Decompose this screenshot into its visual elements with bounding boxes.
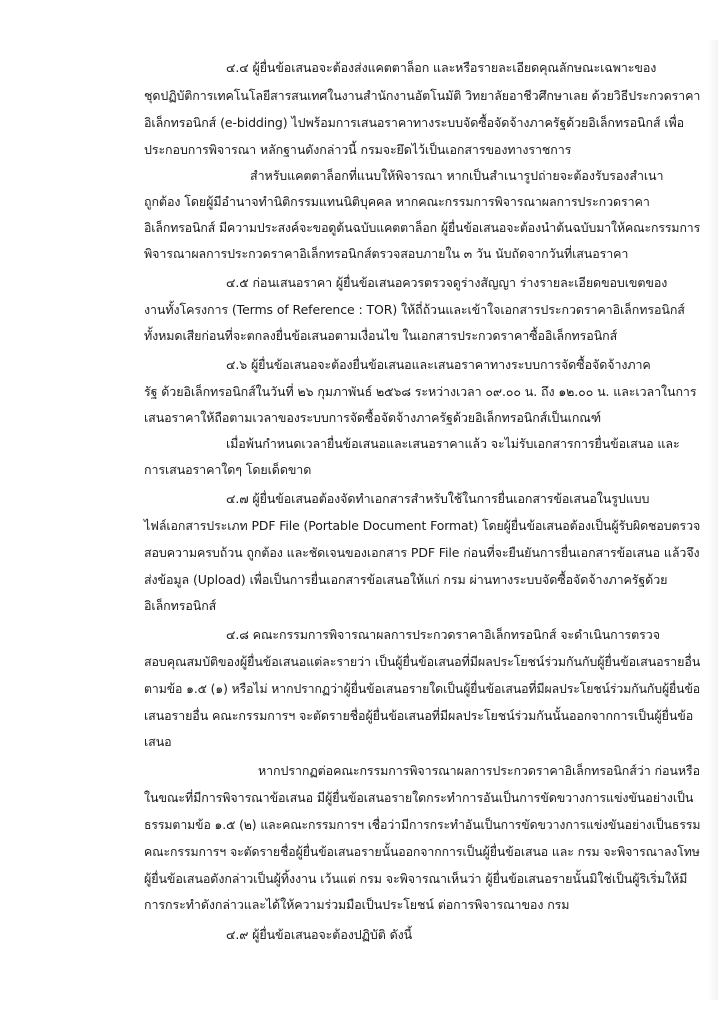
clause-4-8-heading: ๔.๘ คณะกรรมการพิจารณาผลการประกวดราคาอิเล็กทรอนิกส์ จะดำเนินการตรวจ (226, 627, 660, 642)
paragraph-start: เมื่อพ้นกำหนดเวลายื่นข้อเสนอและเสนอราคาแล้ว จะไม่รับเอกสารการยื่นข้อเสนอ และ (226, 436, 680, 451)
text-line: ประกอบการพิจารณา หลักฐานดังกล่าวนี้ กรมจะยึดไว้เป็นเอกสารของทางราชการ (144, 142, 572, 157)
text-line: งานทั้งโครงการ (Terms of Reference : TOR) ให้ถี่ถ้วนและเข้าใจเอกสารประกวดราคาอิเล็กทรอนิกส์ (144, 302, 685, 317)
clause-4-7-heading: ๔.๗ ผู้ยื่นข้อเสนอต้องจัดทำเอกสารสำหรับใช้ในการยื่นเอกสารข้อเสนอในรูปแบบ (226, 491, 650, 506)
text-line: ผู้ยื่นข้อเสนอดังกล่าวเป็นผู้ทิ้งงาน เว้นแต่ กรม จะพิจารณาเห็นว่า ผู้ยื่นข้อเสนอรายนั้นมิใช่เป็นผู้ริเริ่มให้มี (144, 871, 688, 886)
text-line: รัฐ ด้วยอิเล็กทรอนิกส์ในวันที่ ๒๖ กุมภาพันธ์ ๒๕๖๘ ระหว่างเวลา ๐๙.๐๐ น. ถึง ๑๒.๐๐ น. และเวลาในการ (144, 384, 697, 399)
text-line: สอบคุณสมบัติของผู้ยื่นข้อเสนอแต่ละรายว่า เป็นผู้ยื่นข้อเสนอที่มีผลประโยชน์ร่วมกันกับผู้ยื่นข้อเสนอรายอื่น (144, 654, 701, 669)
paragraph-start: หากปรากฏต่อคณะกรรมการพิจารณาผลการประกวดราคาอิเล็กทรอนิกส์ว่า ก่อนหรือ (258, 763, 700, 778)
text-line: ส่งข้อมูล (Upload) เพื่อเป็นการยื่นเอกสารข้อเสนอให้แก่ กรม ผ่านทางระบบจัดซื้อจัดจ้างภาครัฐด้วย (144, 572, 668, 587)
text-line: ธรรมตามข้อ ๑.๕ (๒) และคณะกรรมการฯ เชื่อว่ามีการกระทำอันเป็นการขัดขวางการแข่งขันอย่างเป็นธรรม (144, 817, 701, 832)
text-line: คณะกรรมการฯ จะตัดรายชื่อผู้ยื่นข้อเสนอรายนั้นออกจากการเป็นผู้ยื่นข้อเสนอ และ กรม จะพิจารณาลงโทษ (144, 844, 700, 859)
text-line: การเสนอราคาใดๆ โดยเด็ดขาด (144, 462, 312, 477)
text-line: อิเล็กทรอนิกส์ (144, 598, 217, 613)
text-line: ในขณะที่มีการพิจารณาข้อเสนอ มีผู้ยื่นข้อเสนอรายใดกระทำการอันเป็นการขัดขวางการแข่งขันอย่างเป็น (144, 790, 694, 805)
text-line: เสนอ (144, 734, 172, 749)
clause-4-9-heading: ๔.๙ ผู้ยื่นข้อเสนอจะต้องปฏิบัติ ดังนี้ (226, 927, 413, 942)
paragraph-start: สำหรับแคตตาล็อกที่แนบให้พิจารณา หากเป็นสำเนารูปถ่ายจะต้องรับรองสำเนา (250, 168, 664, 183)
clause-4-5-heading: ๔.๕ ก่อนเสนอราคา ผู้ยื่นข้อเสนอควรตรวจดูร่างสัญญา ร่างรายละเอียดขอบเขตของ (226, 275, 668, 290)
scan-shadow (708, 40, 718, 1000)
clause-4-6-heading: ๔.๖ ผู้ยื่นข้อเสนอจะต้องยื่นข้อเสนอและเสนอราคาทางระบบการจัดซื้อจัดจ้างภาค (226, 357, 651, 372)
clause-4-4-heading: ๔.๔ ผู้ยื่นข้อเสนอจะต้องส่งแคตตาล็อก และหรือรายละเอียดคุณลักษณะเฉพาะของ (226, 60, 657, 75)
text-line: ทั้งหมดเสียก่อนที่จะตกลงยื่นข้อเสนอตามเงื่อนไข ในเอกสารประกวดราคาซื้ออิเล็กทรอนิกส์ (144, 328, 618, 343)
text-line: ถูกต้อง โดยผู้มีอำนาจทำนิติกรรมแทนนิติบุคคล หากคณะกรรมการพิจารณาผลการประกวดราคา (144, 194, 650, 209)
text-line: อิเล็กทรอนิกส์ (e-bidding) ไปพร้อมการเสนอราคาทางระบบจัดซื้อจัดจ้างภาครัฐด้วยอิเล็กทรอนิกส์ เพื่อ (144, 115, 685, 130)
text-line: เสนอรายอื่น คณะกรรมการฯ จะตัดรายชื่อผู้ยื่นข้อเสนอที่มีผลประโยชน์ร่วมกันนั้นออกจากการเป็นผู้ยื่นข้อ (144, 708, 694, 723)
text-line: ชุดปฏิบัติการเทคโนโลยีสารสนเทศในงานสำนักงานอัตโนมัติ วิทยาลัยอาชีวศึกษาเลย ด้วยวิธีประกวดราคา (144, 88, 701, 103)
text-line: พิจารณาผลการประกวดราคาอิเล็กทรอนิกส์ตรวจสอบภายใน ๓ วัน นับถัดจากวันที่เสนอราคา (144, 246, 629, 261)
text-line: สอบความครบถ้วน ถูกต้อง และชัดเจนของเอกสาร PDF File ก่อนที่จะยืนยันการยื่นเอกสารข้อเสนอ แล้วจึง (144, 545, 700, 560)
text-line: อิเล็กทรอนิกส์ มีความประสงค์จะขอดูต้นฉบับแคตตาล็อก ผู้ยื่นข้อเสนอจะต้องนำต้นฉบับมาให้คณะกรรมการ (144, 220, 701, 235)
text-line: การกระทำดังกล่าวและได้ให้ความร่วมมือเป็นประโยชน์ ต่อการพิจารณาของ กรม (144, 897, 570, 912)
text-line: ไฟล์เอกสารประเภท PDF File (Portable Document Format) โดยผู้ยื่นข้อเสนอต้องเป็นผู้รับผิดชอบตรวจ (144, 518, 701, 533)
text-line: เสนอราคาให้ถือตามเวลาของระบบการจัดซื้อจัดจ้างภาครัฐด้วยอิเล็กทรอนิกส์เป็นเกณฑ์ (144, 410, 602, 425)
text-line: ตามข้อ ๑.๕ (๑) หรือไม่ หากปรากฏว่าผู้ยื่นข้อเสนอรายใดเป็นผู้ยื่นข้อเสนอที่มีผลประโยชน์ร่วมกันกับผู้ยื่นข้อ (144, 681, 701, 696)
